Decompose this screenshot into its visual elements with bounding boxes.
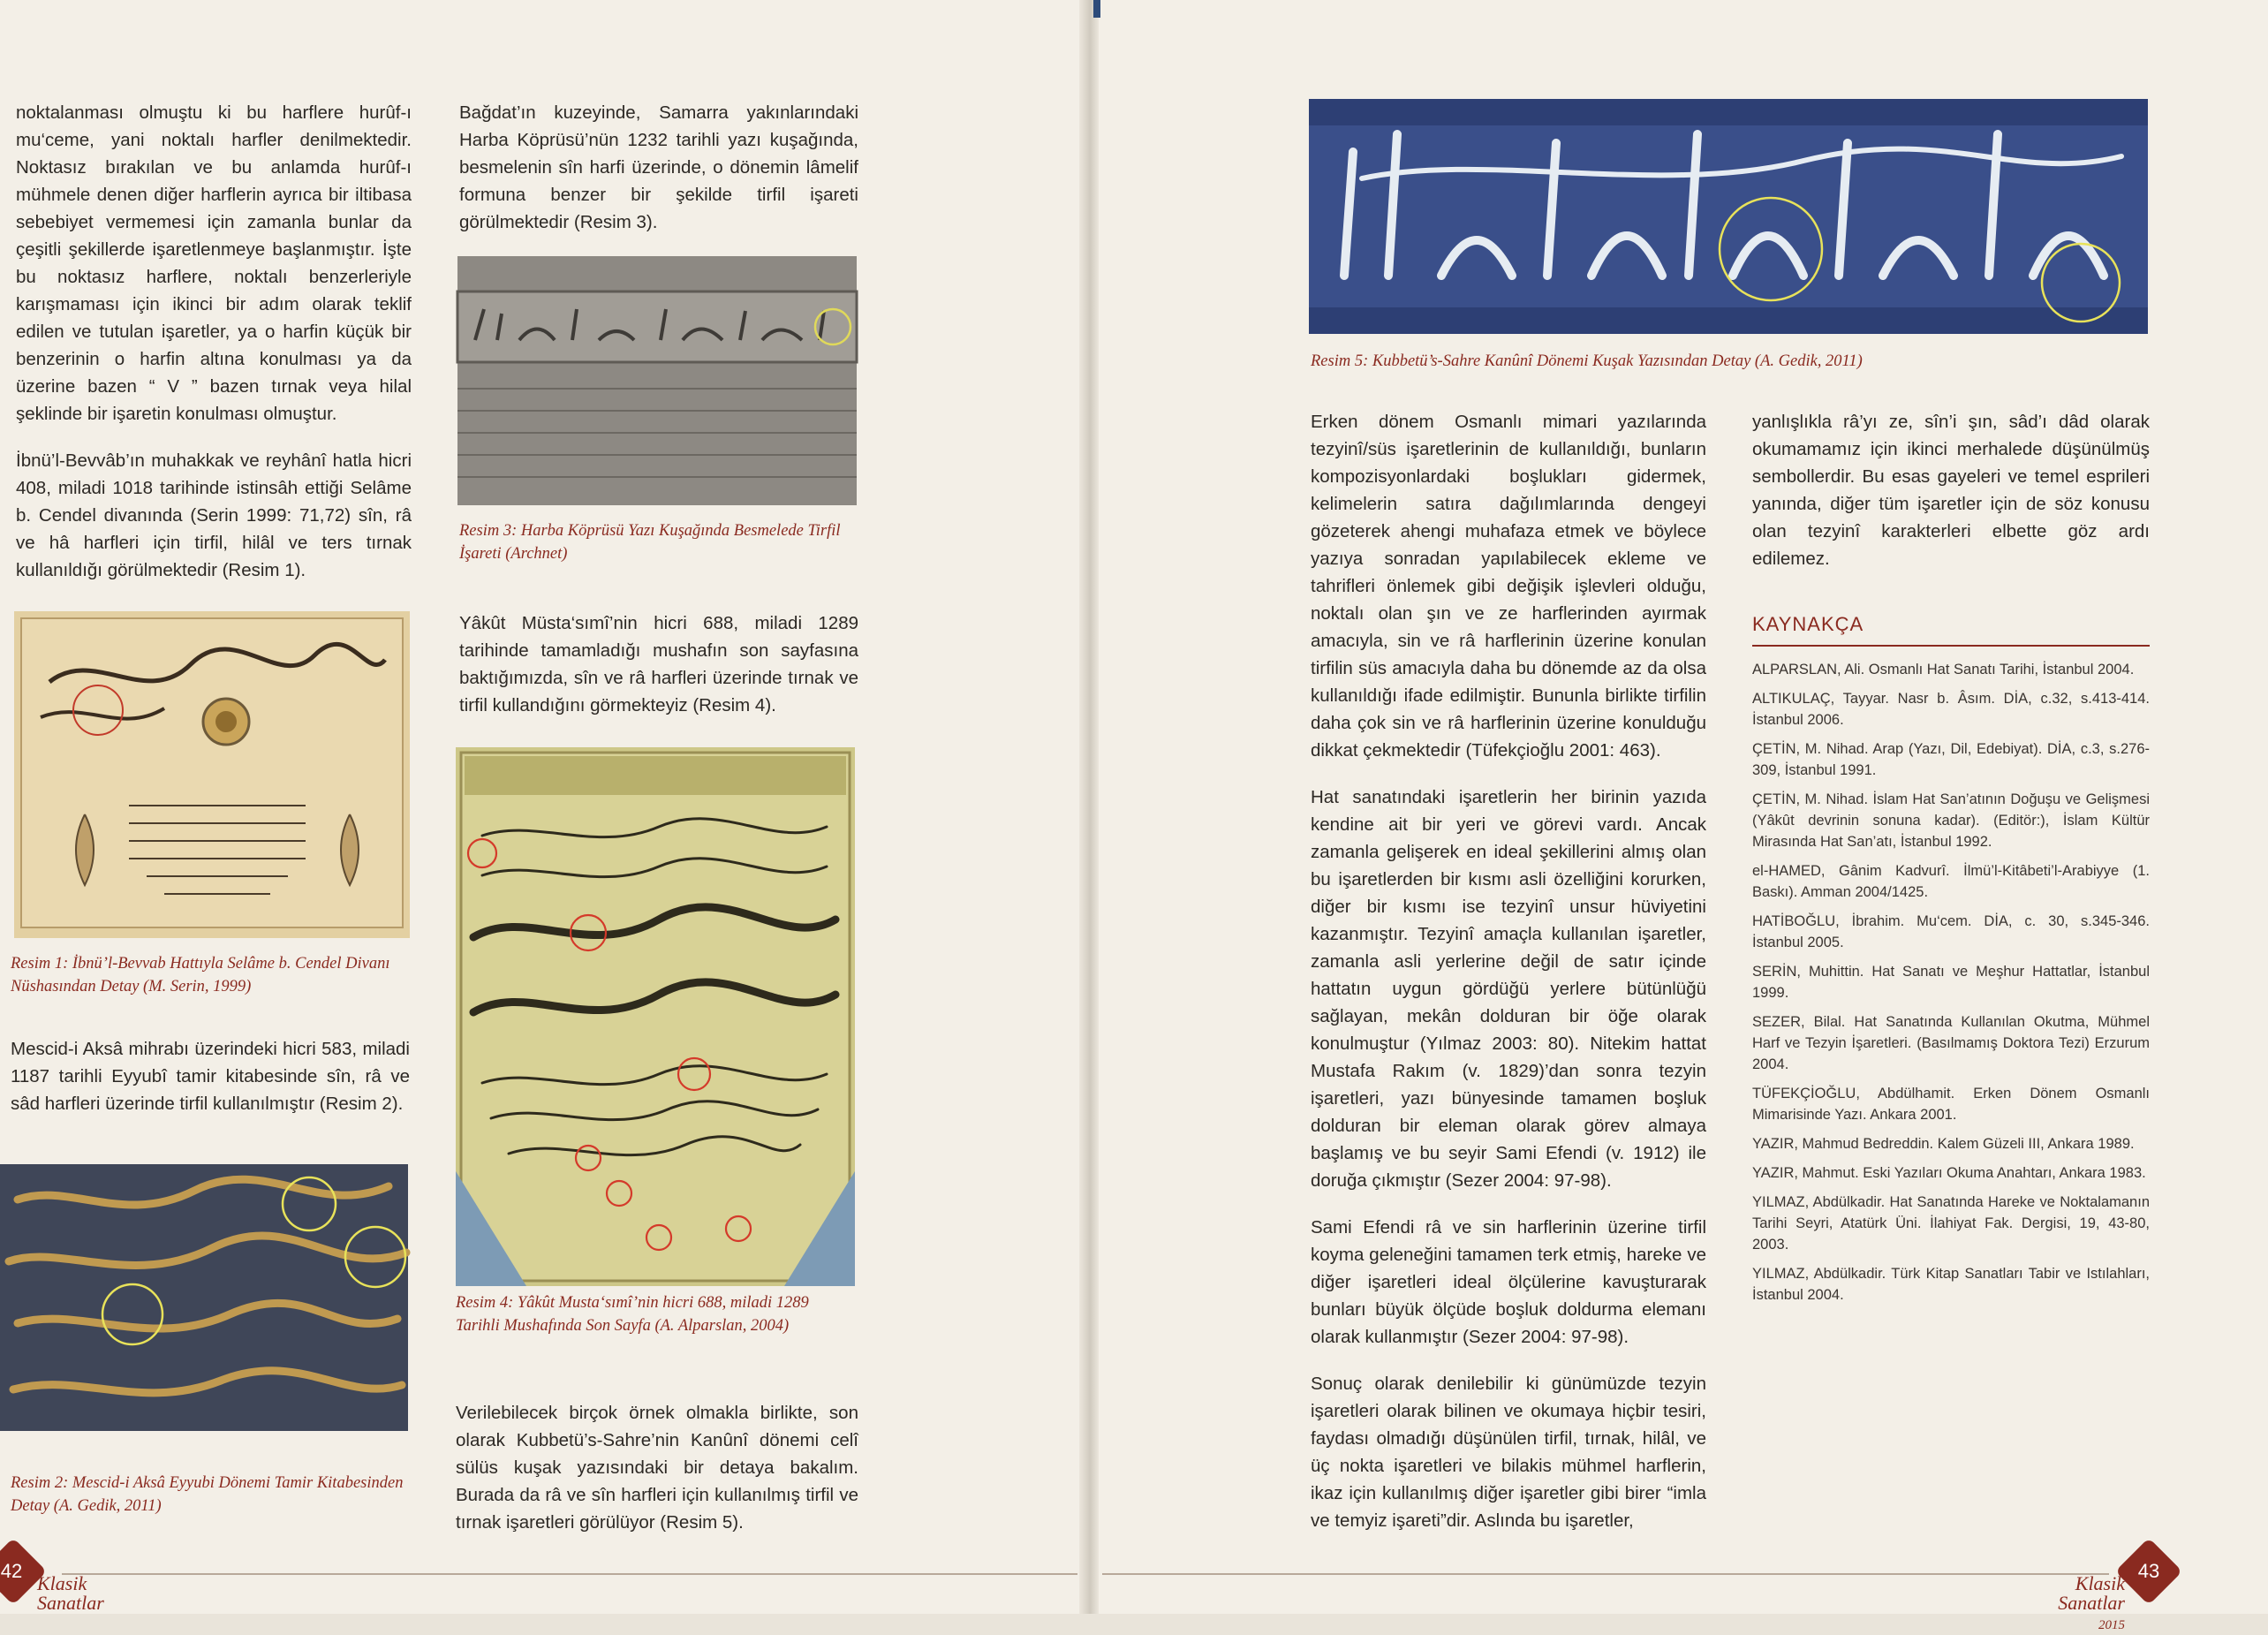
reference-item: YILMAZ, Abdülkadir. Türk Kitap Sanatları Tabir ve Istılahları, İstanbul 2004. <box>1752 1266 2150 1303</box>
left-footer-rule <box>62 1573 1077 1575</box>
page-number-right: 43 <box>2137 1560 2160 1582</box>
paragraph-5: Yâkût Müsta‘sımî’nin hicri 688, miladi 1289 tarihinde tamamladığı mushafın son sayfasına baktığımızda, sîn ve râ harfleri üzerinde tırnak ve tirfil kullandığını görmekteyiz (Resim 4). <box>459 613 858 715</box>
reference-item: YAZIR, Mahmud Bedreddin. Kalem Güzeli III, Ankara 1989. <box>1752 1136 2135 1152</box>
paragraph-7: Erken dönem Osmanlı mimari yazılarında tezyinî/süs işaretlerinin de kullanıldığı, bunların kompozisyonlardaki boşlukları gidermek, kelimelerin satıra dağılımlarında dengeyi gözeterek ahengi muhafaza etmek ve böylece yazıya sonradan yapılabilecek ekleme ve tahrifleri önlemek gibi değişik işlevleri olduğu, noktalı olan şın ve ze harflerinden ayırmak amacıyla, sin ve râ harflerinin üzerine konulan tirfilin süs amacıyla daha bu dönemde az da olsa kullanıldığı ifade edilmiştir. Bununla birlikte tirfilin daha çok sin ve râ harflerinin üzerine konulduğu dikkat çekmektedir (Tüfekçioğlu 2001: 463). <box>1311 412 1706 761</box>
left-column-1-bottom <box>11 1035 410 1137</box>
running-footer-left: Klasik Sanatlar <box>37 1572 104 1614</box>
paragraph-3: Mescid-i Aksâ mihrabı üzerindeki hicri 583, miladi 1187 tarihli Eyyubî tamir kitabesinde sîn, râ ve sâd harfleri üzerinde tirfil kullanılmıştır (Resim 2). <box>11 1039 410 1114</box>
paragraph-6: Verilebilecek birçok örnek olmakla birlikte, son olarak Kubbetü’s-Sahre’nin Kanûnî dönemi celî sülüs kuşak yazısındaki bir detaya bakalım. Burada da râ ve sîn harfleri için kullanılmış tirfil ve tırnak işaretleri görülüyor (Resim 5). <box>456 1403 858 1533</box>
left-column-2-middle <box>459 609 858 738</box>
figure-4-mushaf-page <box>456 747 855 1286</box>
page-number-left: 42 <box>0 1560 23 1582</box>
paragraph-10: Sonuç olarak denilebilir ki günümüzde tezyin işaretleri olarak bilinen ve okumaya hiçbir tesiri, faydası olmadığı düşünülen tirfil, tırnak, hilâl, ve üç nokta işaretleri ve bilakis mühmel harflerin, ikaz için kullanılmış diğer işaretler gibi birer “imla ve temyiz işareti”dir. Aslında bu işaretler, <box>1311 1374 1706 1531</box>
reference-item: SERİN, Muhittin. Hat Sanatı ve Meşhur Hattatlar, İstanbul 1999. <box>1752 964 2150 1001</box>
running-footer-right-year: 2015 <box>2098 1618 2125 1632</box>
paragraph-11: yanlışlıkla râ’yı ze, sîn’i şın, sâd’ı dâd olarak okumamamız için ikinci merhalede düşünülmüş sembollerdir. Bu esas gayeleri ve temel esprileri yanında, diğer tüm işaretler için de söz konusu olan tezyinî karakterleri elbette göz ardı edilemez. <box>1752 412 2150 569</box>
figure-2-inscription <box>0 1164 408 1431</box>
left-column-2-top <box>459 99 858 255</box>
paragraph-1: noktalanması olmuştu ki bu harflere hurûf-ı mu‘ceme, yani noktalı harfler denilmektedir. Noktasız bırakılan ve bu anlamda hurûf-ı mühmele denen diğer harflerin ayrıca bir iltibasa sebebiyet vermemesi için zamanla bunlar da çeşitli şekillerde işaretlenmeye başlanmıştır. İşte bu noktasız harflere, noktalı benzerleriyle karışmaması için ikinci bir adım olarak teklif edilen ve tutulan işaretler, ya o harfin küçük bir benzerinin o harfin altına konulması ya da üzerine bazen “ V ” bazen tırnak veya hilal şeklinde bir işaretin konulması olmuştur. <box>16 102 412 424</box>
figure-5-caption: Resim 5: Kubbetü’s-Sahre Kanûnî Dönemi Kuşak Yazısından Detay (A. Gedik, 2011) <box>1311 352 1863 370</box>
references-rule <box>1752 645 2150 647</box>
figure-5-tile-frieze <box>1309 99 2148 334</box>
reference-item: ALPARSLAN, Ali. Osmanlı Hat Sanatı Tarihi, İstanbul 2004. <box>1752 662 2135 677</box>
figure-3-caption: Resim 3: Harba Köprüsü Yazı Kuşağında Besmelede Tirfil İşareti (Archnet) <box>459 522 841 563</box>
running-footer-right <box>2037 1574 2125 1635</box>
right-footer-rule <box>1102 1573 2109 1575</box>
right-column-1 <box>1311 408 1706 1554</box>
left-column-1-top <box>16 99 412 603</box>
figure-4-caption: Resim 4: Yâkût Musta‘sımî’nin hicri 688, miladi 1289 Tarihli Mushafında Son Sayfa (A. Alparslan, 2004) <box>456 1294 809 1335</box>
reference-item: el-HAMED, Gânim Kadvurî. İlmü’l-Kitâbeti’l-Arabiyye (1. Baskı). Amman 2004/1425. <box>1752 863 2150 900</box>
paragraph-4: Bağdat’ın kuzeyinde, Samarra yakınlarındaki Harba Köprüsü’nün 1232 tarihli yazı kuşağında, besmelenin sîn harfi üzerinde, o dönemin lâmelif formuna benzer bir şekilde tirfil işareti görülmektedir (Resim 3). <box>459 102 858 232</box>
paragraph-11-wrapper <box>1752 408 2150 572</box>
reference-item: HATİBOĞLU, İbrahim. Mu‘cem. DİA, c. 30, s.345-346. İstanbul 2005. <box>1752 913 2150 950</box>
figure-2-caption: Resim 2: Mescid-i Aksâ Eyyubi Dönemi Tamir Kitabesinden Detay (A. Gedik, 2011) <box>11 1474 404 1515</box>
reference-item: YAZIR, Mahmut. Eski Yazıları Okuma Anahtarı, Ankara 1983. <box>1752 1165 2146 1181</box>
reference-item: TÜFEKÇİOĞLU, Abdülhamit. Erken Dönem Osmanlı Mimarisinde Yazı. Ankara 2001. <box>1752 1086 2150 1123</box>
left-column-2-bottom <box>456 1399 858 1556</box>
running-footer-right-title: Klasik Sanatlar <box>2058 1572 2125 1614</box>
reference-item: SEZER, Bilal. Hat Sanatında Kullanılan Okutma, Mühmel Harf ve Tezyin İşaretleri. (Basılmamış Doktora Tezi) Erzurum 2004. <box>1752 1014 2150 1072</box>
references-section <box>1752 613 2150 1306</box>
right-column-2 <box>1752 408 2150 1313</box>
paragraph-9: Sami Efendi râ ve sin harflerinin üzerine tirfil koyma geleneğini tamamen terk etmiş, hareke ve diğer işaretleri ideal ölçülerine kavuşturarak bunları büyük ölçüde boşluk doldurma elemanı olarak kullanmıştır (Sezer 2004: 97-98). <box>1311 1217 1706 1347</box>
paragraph-2: İbnü’l-Bevvâb’ın muhakkak ve reyhânî hatla hicri 408, miladi 1018 tarihinde istinsâh ettiği Selâme b. Cendel divanında (Serin 1999: 71,72) sîn, râ ve hâ harfleri için tirfil, hilâl ve ters tırnak kullanıldığı görülmektedir (Resim 1). <box>16 450 412 580</box>
figure-1-manuscript <box>14 611 410 938</box>
reference-item: ÇETİN, M. Nihad. İslam Hat San’atının Doğuşu ve Gelişmesi (Yâkût devrinin sonuna kadar). (Editör:), İslam Kültür Mirasında Hat San’atı, İstanbul 1992. <box>1752 791 2150 850</box>
book-gutter <box>1079 0 1099 1614</box>
reference-item: ALTIKULAÇ, Tayyar. Nasr b. Âsım. DİA, c.32, s.413-414. İstanbul 2006. <box>1752 691 2150 728</box>
reference-item: ÇETİN, M. Nihad. Arap (Yazı, Dil, Edebiyat). DİA, c.3, s.276-309, İstanbul 1991. <box>1752 741 2150 778</box>
reference-item: YILMAZ, Abdülkadir. Hat Sanatında Hareke ve Noktalamanın Tarihi Seyri, Atatürk Üni. İlahiyat Fak. Dergisi, 19, 43-80, 2003. <box>1752 1194 2150 1253</box>
figure-1-caption: Resim 1: İbnü’l-Bevvab Hattıyla Selâme b. Cendel Divanı Nüshasından Detay (M. Serin, 1999) <box>11 955 390 995</box>
references-title: KAYNAKÇA <box>1752 613 1864 635</box>
figure-3-bridge-inscription <box>457 256 857 505</box>
paragraph-8: Hat sanatındaki işaretlerin her birinin yazıda kendine ait bir yeri ve görevi vardı. Ancak zamanla gelişerek en ideal şekillerini almış olan bu işaretlerden bir kısmı asli özelliğini korurken, diğer bir kısmı ise tezyinî unsur hüviyetini kazanmıştır. Tezyinî amaçla kullanılan işaretler, zamanla asli yerlerine değil de satır içinde hattatın uygun gördüğü yerlere bütünlüğü sağlayan, mekân dolduran bir öğe olarak konulmuştur (Yılmaz 2003: 80). Nitekim hattat Mustafa Rakım (v. 1829)’dan sonra tezyin işaretleri, yazı bünyesinde tamamen boşluk dolduran bir eleman olarak görev almaya başlamış ve bu seyir Sami Efendi (v. 1912) ile doruğa çıkmıştır (Sezer 2004: 97-98). <box>1311 787 1706 1191</box>
ribbon-bookmark <box>1093 0 1100 18</box>
